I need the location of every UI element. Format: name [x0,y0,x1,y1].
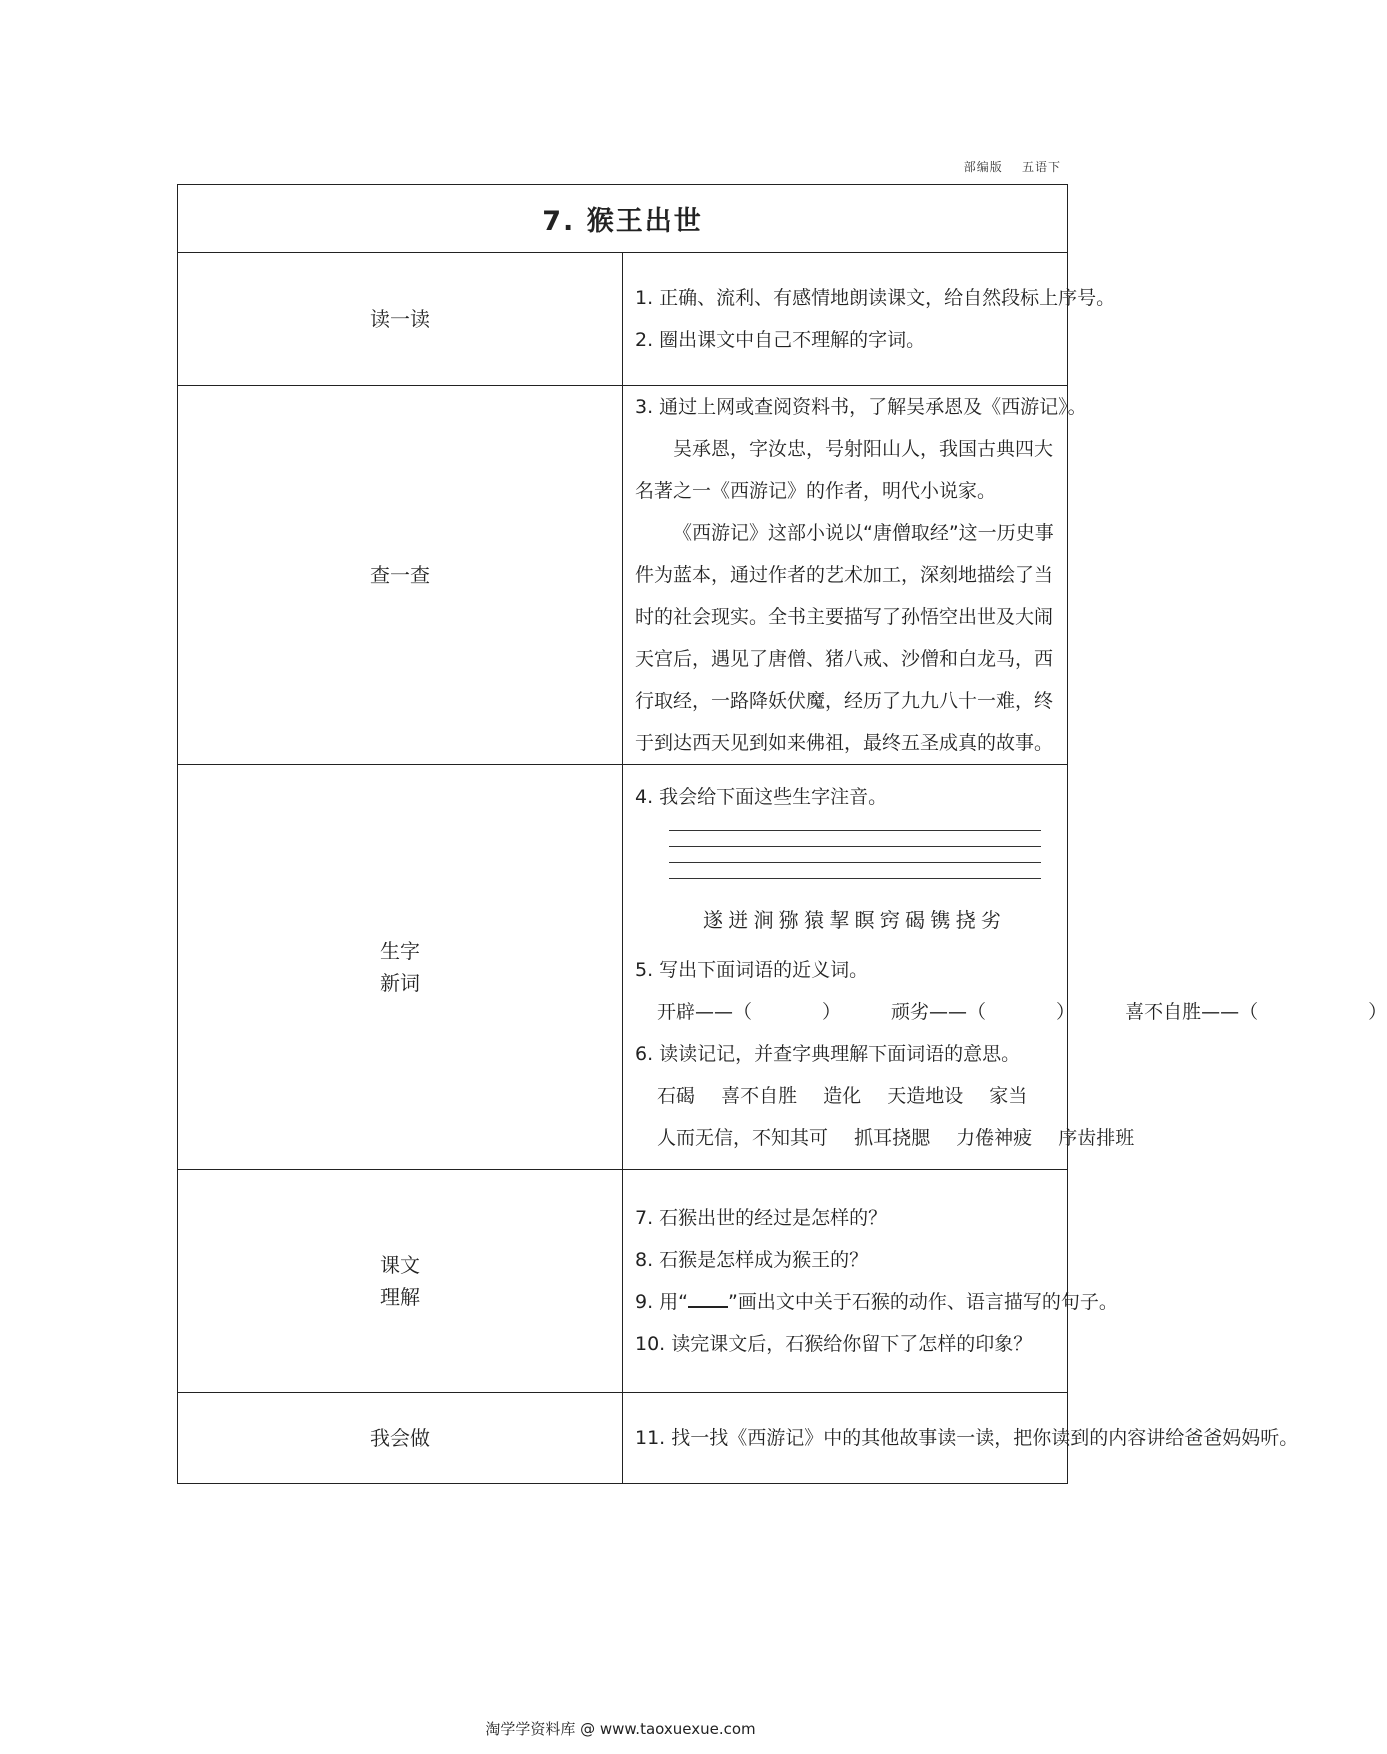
check-paragraph-1: 吴承恩，字汝忠，号射阳山人，我国古典四大名著之一《西游记》的作者，明代小说家。 [635,438,1054,502]
synonym-row [635,991,1387,1033]
vocab-label-line1: 生字 [380,939,420,963]
new-char: 碣 [905,907,926,932]
new-char: 涧 [753,907,774,932]
vocab-word: 喜不自胜 [721,1084,798,1107]
new-char: 迸 [728,907,749,932]
vocab-word: 家当 [989,1084,1028,1107]
understand-question-8: 8. 石猴是怎样成为猴王的？ [635,1249,869,1271]
section-do-content [623,1393,1299,1484]
vocab-word: 石碣 [657,1084,696,1107]
vocab-word: 造化 [823,1084,862,1107]
new-char: 挈 [829,907,850,932]
vocab-question-6: 6. 读读记记，并查字典理解下面词语的意思。 [635,1042,1021,1065]
vocab-word: 天造地设 [887,1084,964,1107]
worksheet-table [177,184,1387,1484]
words-row-2 [635,1117,1135,1159]
understand-question-10: 10. 读完课文后，石猴给你留下了怎样的印象？ [635,1333,1033,1355]
section-label-read: 读一读 [178,253,623,386]
vocab-label-line2: 新词 [380,971,420,995]
new-char: 遂 [703,907,723,932]
section-read-content [623,253,1116,386]
words-row-1 [635,1075,1059,1117]
synonym-blank-2[interactable]: 顽劣——（ ） [891,1000,1076,1023]
synonym-blank-3[interactable]: 喜不自胜——（ ） [1125,1000,1387,1023]
underline-symbol [688,1288,728,1308]
edition-label: 部编版 [963,160,1003,174]
read-item-1: 1. 正确、流利、有感情地朗读课文，给自然段标上序号。 [635,287,1116,309]
new-char: 窍 [879,907,900,932]
vocab-word: 序齿排班 [1058,1126,1135,1149]
footer-watermark: 淘学学资料库 @ www.taoxuexue.com [485,1720,756,1738]
vocab-word: 抓耳挠腮 [854,1126,931,1149]
synonym-blank-1[interactable]: 开辟——（ ） [657,1000,842,1023]
do-question-11: 11. 找一找《西游记》中的其他故事读一读，把你读到的内容讲给爸爸妈妈听。 [635,1427,1299,1449]
grade-label: 五语下 [1021,160,1061,174]
understand-label-line1: 课文 [380,1253,420,1277]
new-char: 挠 [955,907,976,932]
section-label-do: 我会做 [178,1393,623,1484]
new-char: 劣 [980,907,1001,932]
section-label-vocab [178,765,623,1170]
read-item-2: 2. 圈出课文中自己不理解的字词。 [635,329,926,351]
understand-question-9: 9. 用“ ”画出文中关于石猴的动作、语言描写的句子。 [635,1281,1059,1323]
edition-note [964,158,1061,175]
new-char: 猿 [804,907,825,932]
section-understand-content [623,1170,1118,1393]
section-label-check: 查一查 [178,386,623,765]
vocab-word: 人而无信，不知其可 [657,1126,829,1149]
new-char: 瞑 [854,907,875,932]
lesson-title: 7. 猴王出世 [178,185,1068,253]
vocab-question-5: 5. 写出下面词语的近义词。 [635,958,869,981]
vocab-question-4: 4. 我会给下面这些生字注音。 [635,785,888,808]
vocab-word: 力倦神疲 [956,1126,1033,1149]
understand-label-line2: 理解 [380,1285,420,1309]
check-question-3: 3. 通过上网或查阅资料书，了解吴承恩及《西游记》。 [635,396,1087,418]
section-check-content [623,386,1087,765]
new-characters-row [703,899,1001,941]
check-paragraph-2: 《西游记》这部小说以“唐僧取经”这一历史事件为蓝本，通过作者的艺术加工，深刻地描绘了当时的社会现实。全书主要描写了孙悟空出世及大闹天宫后，遇见了唐僧、猪八戒、沙僧和白龙马，西行取经，一路降妖伏魔，经历了九九八十一难，终于到达西天见到如来佛祖，最终五圣成真的故事。 [635,522,1054,754]
new-char: 猕 [778,907,799,932]
pinyin-writing-lines[interactable] [669,830,1041,879]
section-vocab-content [623,765,1387,1170]
section-label-understand [178,1170,623,1393]
understand-question-7: 7. 石猴出世的经过是怎样的？ [635,1207,888,1229]
new-char: 镌 [930,907,951,932]
